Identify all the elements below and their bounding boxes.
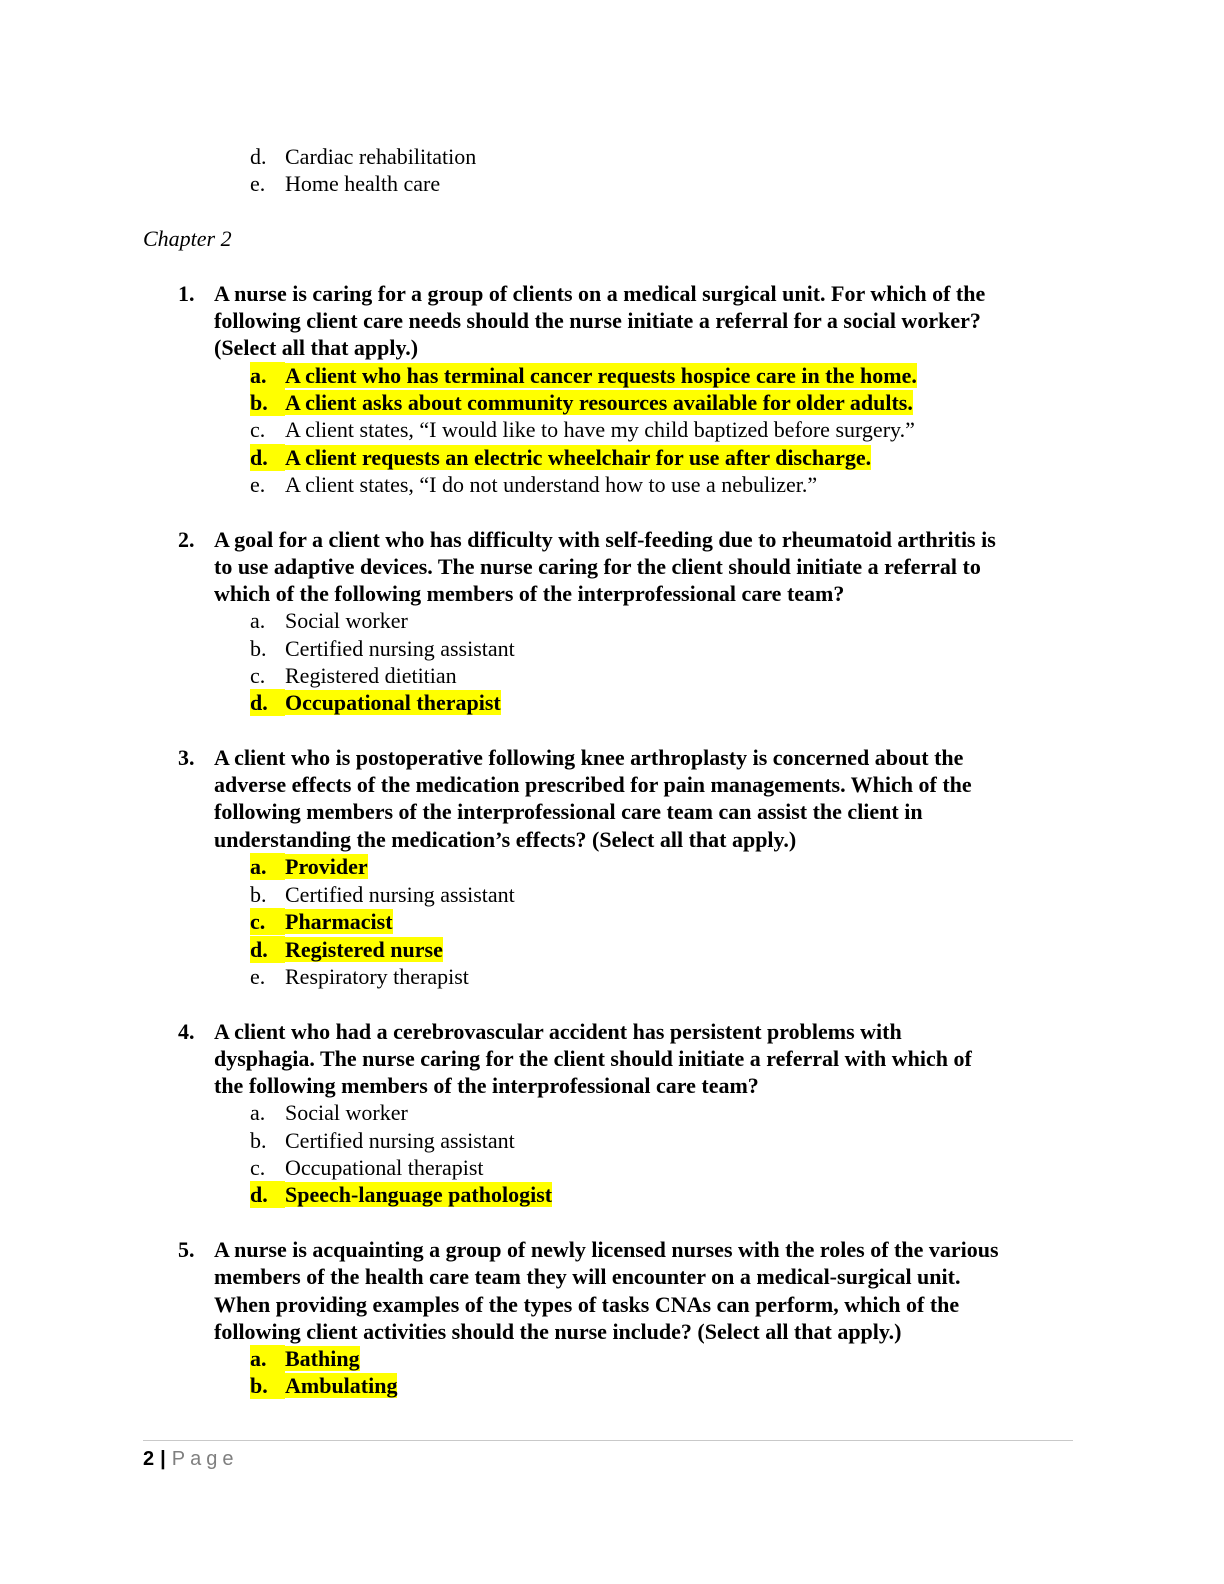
question-line: A nurse is caring for a group of clients on a medical surgical unit. For which of the (214, 281, 986, 306)
question-line: adverse effects of the medication prescribed for pain managements. Which of the (214, 772, 972, 797)
option-letter: e. (250, 171, 266, 196)
list-item (250, 1154, 484, 1181)
option-letter: d. (250, 1181, 285, 1208)
question-line: A goal for a client who has difficulty with self-feeding due to rheumatoid arthritis is (214, 527, 996, 552)
correct-option (250, 1181, 552, 1208)
question-number: 1. (178, 281, 195, 306)
question-line: When providing examples of the types of tasks CNAs can perform, which of the (214, 1292, 960, 1317)
question-line: the following members of the interprofessional care team? (214, 1073, 759, 1098)
option-letter: c. (250, 908, 285, 935)
question-number: 4. (178, 1019, 195, 1044)
option-text: Registered dietitian (285, 663, 457, 688)
question-line: which of the following members of the interprofessional care team? (214, 581, 845, 606)
option-text: Provider (285, 854, 368, 879)
list-item (250, 170, 440, 197)
option-text: Ambulating (285, 1373, 398, 1398)
option-text: Social worker (285, 1100, 408, 1125)
question-line: following members of the interprofessional care team can assist the client in (214, 799, 923, 824)
question-line: A client who had a cerebrovascular accident has persistent problems with (214, 1019, 902, 1044)
option-letter: d. (250, 936, 285, 963)
option-letter: a. (250, 608, 266, 633)
question-line: dysphagia. The nurse caring for the client should initiate a referral with which of (214, 1046, 972, 1071)
correct-option (250, 1372, 397, 1399)
option-text: Certified nursing assistant (285, 882, 515, 907)
list-item (250, 1127, 515, 1154)
option-text: Cardiac rehabilitation (285, 144, 477, 169)
list-item (250, 1099, 408, 1126)
option-text: Bathing (285, 1346, 360, 1371)
option-letter: a. (250, 853, 285, 880)
option-text: Occupational therapist (285, 1155, 484, 1180)
option-text: A client states, “I would like to have my child baptized before surgery.” (285, 417, 915, 442)
option-text: Social worker (285, 608, 408, 633)
option-letter: b. (250, 389, 285, 416)
correct-option (250, 1345, 360, 1372)
page-number: 2 (143, 1448, 155, 1470)
option-text: A client who has terminal cancer requests hospice care in the home. (285, 363, 917, 388)
question-line: following client activities should the nurse include? (Select all that apply.) (214, 1319, 902, 1344)
correct-option (250, 389, 913, 416)
option-letter: a. (250, 1345, 285, 1372)
option-text: A client asks about community resources available for older adults. (285, 390, 913, 415)
option-letter: d. (250, 144, 267, 169)
question-line: A nurse is acquainting a group of newly licensed nurses with the roles of the various (214, 1237, 999, 1262)
option-text: Certified nursing assistant (285, 636, 515, 661)
option-letter: c. (250, 663, 266, 688)
option-letter: e. (250, 472, 266, 497)
option-text: Certified nursing assistant (285, 1128, 515, 1153)
footer-divider (143, 1440, 1073, 1441)
list-item (250, 416, 915, 443)
page-footer (143, 1446, 238, 1472)
question-number: 5. (178, 1237, 195, 1262)
question-number: 2. (178, 527, 195, 552)
list-item (250, 143, 476, 170)
question-line: understanding the medication’s effects? (Select all that apply.) (214, 827, 797, 852)
footer-separator: | (160, 1448, 166, 1470)
list-item (250, 607, 408, 634)
question-number: 3. (178, 745, 195, 770)
correct-option (250, 362, 917, 389)
option-letter: a. (250, 362, 285, 389)
correct-option (250, 444, 871, 471)
question-line: following client care needs should the nurse initiate a referral for a social worker? (214, 308, 981, 333)
correct-option (250, 689, 501, 716)
option-text: Speech-language pathologist (285, 1182, 553, 1207)
list-item (250, 881, 515, 908)
page-label: Page (171, 1448, 239, 1470)
option-letter: e. (250, 964, 266, 989)
option-letter: d. (250, 689, 285, 716)
option-letter: a. (250, 1100, 266, 1125)
correct-option (250, 908, 393, 935)
chapter-heading: Chapter 2 (143, 226, 232, 251)
list-item (250, 471, 817, 498)
option-text: Pharmacist (285, 909, 393, 934)
option-letter: b. (250, 636, 267, 661)
option-text: A client requests an electric wheelchair for use after discharge. (285, 445, 872, 470)
question-line: A client who is postoperative following knee arthroplasty is concerned about the (214, 745, 964, 770)
option-text: Occupational therapist (285, 690, 501, 715)
question-line: to use adaptive devices. The nurse caring for the client should initiate a referral to (214, 554, 981, 579)
list-item (250, 963, 469, 990)
option-text: Respiratory therapist (285, 964, 469, 989)
question-line: members of the health care team they will encounter on a medical-surgical unit. (214, 1264, 961, 1289)
option-text: A client states, “I do not understand how to use a nebulizer.” (285, 472, 818, 497)
option-letter: b. (250, 882, 267, 907)
option-letter: b. (250, 1128, 267, 1153)
list-item (250, 635, 515, 662)
option-letter: b. (250, 1372, 285, 1399)
option-letter: d. (250, 444, 285, 471)
list-item (250, 662, 457, 689)
option-letter: c. (250, 417, 266, 442)
correct-option (250, 853, 368, 880)
option-text: Registered nurse (285, 937, 443, 962)
option-text: Home health care (285, 171, 441, 196)
correct-option (250, 936, 443, 963)
option-letter: c. (250, 1155, 266, 1180)
question-line: (Select all that apply.) (214, 335, 419, 360)
